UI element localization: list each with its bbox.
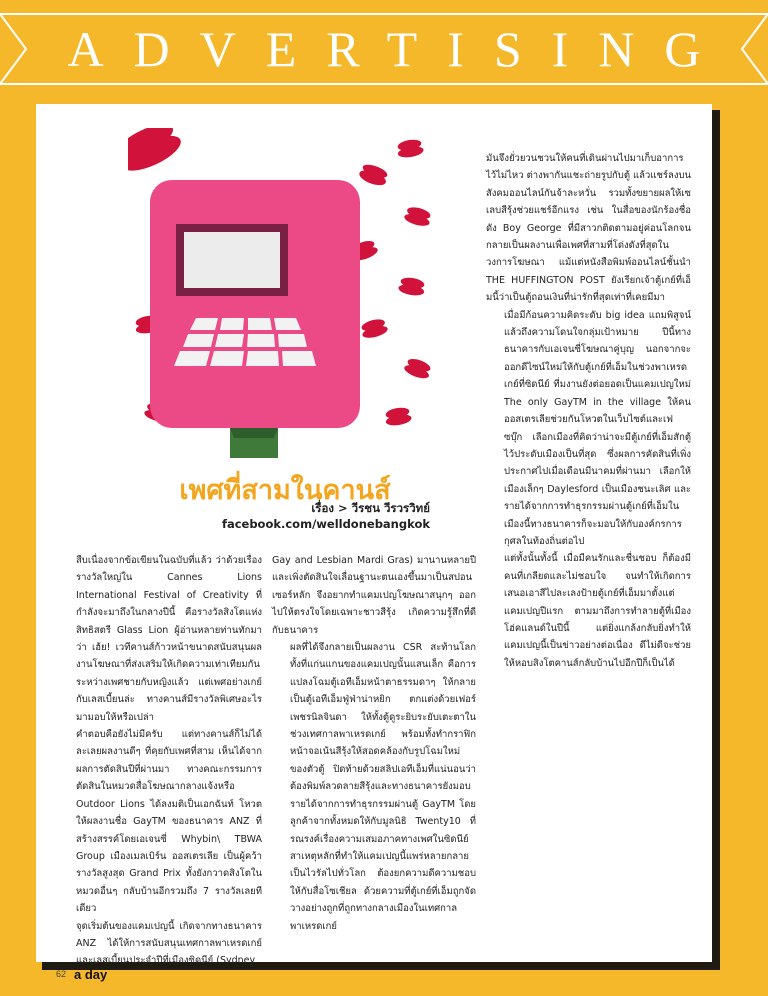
byline [140, 500, 430, 532]
paragraph: แต่ทั้งนั้นทั้งนี้ เมื่อมีคนรักและชื่นชอบ ก็ต้องมีคนที่เกลียดและไม่ชอบใจ จนทำให้เกิดการเสนอเอาสีไปละเลงป้ายตู้เกย์ที่เอ็มมาตั้งแต่แคมเปญปีแรก ตามมาถึงการทำลายตู้ที่เมืองโฮ่คแลนด์ในปีนี้ แต่ยิ่งแกล้งกลับยิ่งทำให้แคมเปญนี้เป็นข่าวอย่างต่อเนื่อง ดีไม่ดีจะช่วยให้หอบสิงโตคานส์กลับบ้านไปอีกปีก็เป็นได้ [504, 553, 691, 669]
middle-column [272, 552, 476, 935]
gaytm-illustration [128, 128, 438, 468]
page-shadow-right [712, 110, 720, 968]
section-title: ADVERTISING [67, 21, 731, 77]
paragraph: คำตอบคือยังไม่มีครับ แต่ทางคานส์ก็ไม่ได้ละเลยผลงานดีๆ ที่คุยกับเพศที่สาม เห็นได้จากผลการตัดสินปีที่ผ่านมา ทางคณะกรรมการตัดสินในหมวดสื่อโฆษณากลางแจ้งหรือ Outdoor Lions ได้ลงมติเป็นเอกฉันท์ โหวตให้ผลงานชื่อ GayTM ของธนาคาร ANZ ที่สร้างสรรค์โดยเอเจนซี่ Whybin\ TBWA Group เมืองเมลเบิร์น ออสเตรเลีย เป็นผู้คว้ารางวัลสูงสุด Grand Prix ทั้งยังกวาดสิงโตในหมวดอื่นๆ กลับบ้านอีกรวมถึง 7 รางวัลเลยทีเดียว [76, 729, 262, 915]
article-title: เพศที่สามในคานส์ [179, 475, 391, 506]
paragraph: ผลที่ได้จึงกลายเป็นผลงาน CSR สะท้านโลกทั้งที่แก่นแกนของแคมเปญนั้นแสนเล็ก คือการแปลงโฉมตู้เอทีเอ็มหน้าตาธรรมดาๆ ให้กลายเป็นตู้เอทีเอ็มฟู่ฟ่าน่าหยิก ตกแต่งด้วยเฟอร์ เพชรนิลจินดา ให้ทั้งตู้ดูระยิบระยับเตะตาในช่วงเทศกาลพาเหรดเกย์ พร้อมทั้งทำกราฟิกหน้าจอเน้นสีรุ้งให้สอดคล้องกับรูปโฉมใหม่ของตัวตู้ ปิดท้ายด้วยสลิปเอทีเอ็มที่แน่นอนว่าต้องพิมพ์ลวดลายสีรุ้งและทางธนาคารยังมอบรายได้จากการทำธุรกรรมผ่านตู้ GayTM โดยลูกค้าจากทั้งหมดให้กับมูลนิธิ Twenty10 ที่รณรงค์เรื่องความเสมอภาคทางเพศในซิดนีย์ [290, 642, 476, 845]
paragraph: Gay and Lesbian Mardi Gras) มานานหลายปีและเพิ่งตัดสินใจเลื่อนฐานะตนเองขึ้นมาเป็นสปอนเซอร์หลัก จึงอยากทำแคมเปญโฆษณาสนุกๆ ออกไปให้ตรงใจโดยเฉพาะชาวสีรุ้ง เกิดความรู้สึกที่ดีกับธนาคาร [272, 555, 476, 636]
magazine-name: a day [74, 966, 108, 982]
left-column [58, 552, 262, 970]
page-number: 62 [56, 969, 67, 979]
paragraph: จุดเริ่มต้นของแคมเปญนี้ เกิดจากทางธนาคาร ANZ ได้ให้การสนับสนุนเทศกาลพาเหรดเกย์และเลสเบี้ยนประจำปีที่เมืองซิดนีย์ (Sydney [76, 920, 262, 967]
paragraph: สาเหตุหลักที่ทำให้แคมเปญนี้แพร่หลายกลายเป็นไวรัลไปทั่วโลก ต้องยกความดีความชอบให้กับสื่อโซเชียล ด้วยความที่ตู้เกย์ที่เอ็มถูกจัดวางอย่างถูกที่ถูกทางกลางเมืองในเทศกาลพาเหรดเกย์ [290, 850, 476, 932]
paragraph: สืบเนื่องจากข้อเขียนในฉบับที่แล้ว ว่าด้วยเรื่องรางวัลใหญ่ใน Cannes Lions International Festival of Creativity ที่กำลังจะมาถึงในกลางปีนี้ คือรางวัลสิงโตแห่งสิทธิสตรี Glass Lion ผู้อ่านหลายท่านทักมาว่า เฮ้ย! เวทีคานส์ก้าวหน้าขนาดสนับสนุนผลงานโฆษณาที่ส่งเสริมให้เกิดความเท่าเทียมกันระหว่างเพศชายกับหญิงแล้ว แต่เพศอย่างเกย์กับเลสเบี้ยนล่ะ ทางคานส์มีรางวัลพิเศษอะไรมามอบให้หรือเปล่า [76, 555, 262, 723]
author: เรื่อง > วีรชน วีรวรวิทย์ [311, 501, 430, 515]
right-column [486, 150, 691, 672]
paragraph: เมื่อมีก้อนความคิดระดับ big idea แถมพิสูจน์แล้วถึงความโดนใจกลุ่มเป้าหมาย ปีนี้ทางธนาคารกับเอเจนซี่โฆษณาคู่บุญ นอกจากจะออกดีไซน์ใหม่ให้กับตู้เกย์ที่เอ็มในช่วงพาเหรดเกย์ที่ซิดนีย์ ที่มงานยังต่อยอดเป็นแคมเปญใหม่ The only GayTM in the village ให้คนออสเตรเลียช่วยกันโหวตในเว็บไซต์และเฟซบุ๊ก เลือกเมืองที่คิดว่าน่าจะมีตู้เกย์ที่เอ็มสักตู้ไว้ประดับเมืองเป็นที่สุด ซึ่งผลการคัดสินที่เพิ่งประกาศไปเมื่อเดือนมีนาคมที่ผ่านมา เลือกให้เมืองเล็กๆ Daylesford เป็นเมืองชนะเลิศ และรายได้จากการทำธุรกรรมผ่านตู้เกย์ที่เอ็มในเมืองนี้ทางธนาคารก็จะมอบให้กับองค์กรการกุศลในท้องถิ่นต่อไป [504, 309, 691, 547]
facebook-link[interactable]: facebook.com/welldonebangkok [221, 517, 430, 531]
page-footer [56, 964, 107, 984]
paragraph: มันจึงยั่วยวนชวนให้คนที่เดินผ่านไปมาเก็บอาการไว้ไม่ไหว ต่างพากันแชะถ่ายรูปกับตู้ แล้วแชร์ลงบนสังคมออนไลน์กันจ้าละหวั่น รวมทั้งขยายผลให้เซเลบสีรุ้งช่วยแชร์อีกแรง เช่น ในสื่อของนักร้องชื่อดัง Boy George ที่มีสาวกติดตามอยู่ค่อนโลกจนกลายเป็นผลงานเพื่อเพศที่สามที่โด่งดังที่สุดในวงการโฆษณา แม้แต่หนังสือพิมพ์ออนไลน์ชั้นนำ THE HUFFINGTON POST ยังเรียกเจ้าตู้เกย์ที่เอ็มนี้ว่าเป็นตู้ถอนเงินที่น่ารักที่สุดเท่าที่เคยมีมา [486, 153, 691, 304]
